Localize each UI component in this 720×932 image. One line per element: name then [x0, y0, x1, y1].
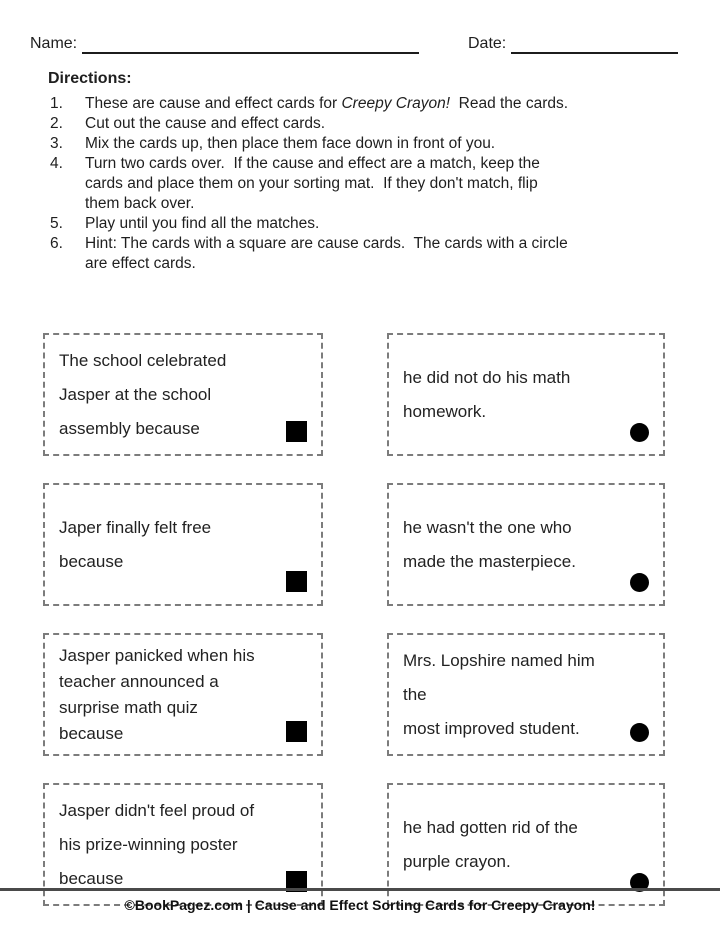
direction-text-pre: These are cause and effect cards for: [85, 95, 342, 112]
direction-number: 4.: [50, 155, 63, 172]
footer-credit: ©BookPagez.com | Cause and Effect Sorting Cards for Creepy Crayon!: [124, 897, 596, 913]
date-field: [468, 35, 678, 54]
direction-number: 6.: [50, 235, 63, 252]
effect-circle-icon: [630, 573, 649, 592]
direction-item-1: [50, 94, 656, 114]
effect-card-1-text: he did not do his math homework.: [403, 367, 571, 421]
effect-circle-icon: [630, 423, 649, 442]
effect-card-3-text: Mrs. Lopshire named him the most improved student.: [403, 650, 595, 738]
effect-card-3: [387, 633, 665, 756]
cause-card-4-text: Jasper didn't feel proud of his prize-winning poster because: [59, 800, 255, 888]
cause-square-icon: [286, 721, 307, 742]
direction-text: Turn two cards over. If the cause and effect are a match, keep the cards and place them on your sorting mat. If they don't match, flip them back over.: [85, 155, 540, 212]
direction-text: Hint: The cards with a square are cause cards. The cards with a circle are effect cards.: [85, 235, 568, 272]
direction-text: Mix the cards up, then place them face down in front of you.: [85, 135, 496, 152]
cause-square-icon: [286, 571, 307, 592]
directions-heading: Directions:: [48, 70, 132, 87]
cause-card-1: [43, 333, 323, 456]
effect-card-2: [387, 483, 665, 606]
effect-card-4-text: he had gotten rid of the purple crayon.: [403, 817, 578, 871]
cause-card-2-text: Japer finally felt free because: [59, 517, 212, 571]
cause-card-1-text: The school celebrated Jasper at the school assembly because: [59, 350, 227, 438]
effect-card-2-text: he wasn't the one who made the masterpiece.: [403, 517, 576, 571]
direction-number: 3.: [50, 135, 63, 152]
direction-text-post: Read the cards.: [450, 95, 569, 112]
cause-card-3: [43, 633, 323, 756]
direction-item-5: [50, 214, 656, 234]
effect-card-1: [387, 333, 665, 456]
name-label: Name:: [30, 35, 78, 52]
direction-item-6: [50, 234, 656, 274]
direction-item-3: [50, 134, 656, 154]
direction-number: 2.: [50, 115, 63, 132]
effect-circle-icon: [630, 723, 649, 742]
direction-number: 1.: [50, 95, 63, 112]
book-title-italic: Creepy Crayon!: [341, 95, 451, 112]
name-blank-line: [82, 35, 419, 54]
cards-grid: [43, 333, 665, 906]
header: [30, 34, 680, 54]
footer-divider: [0, 888, 720, 891]
date-blank-line: [511, 35, 678, 54]
name-field: [30, 35, 419, 54]
direction-text: Cut out the cause and effect cards.: [85, 115, 326, 132]
direction-text: Play until you find all the matches.: [85, 215, 320, 232]
direction-number: 5.: [50, 215, 63, 232]
cause-card-2: [43, 483, 323, 606]
direction-item-4: [50, 154, 656, 214]
cause-square-icon: [286, 421, 307, 442]
direction-text: [85, 94, 656, 114]
directions-list: [50, 94, 656, 274]
direction-item-2: [50, 114, 656, 134]
cause-card-3-text: Jasper panicked when his teacher announced a surprise math quiz because: [59, 645, 255, 743]
date-label: Date:: [468, 35, 507, 52]
